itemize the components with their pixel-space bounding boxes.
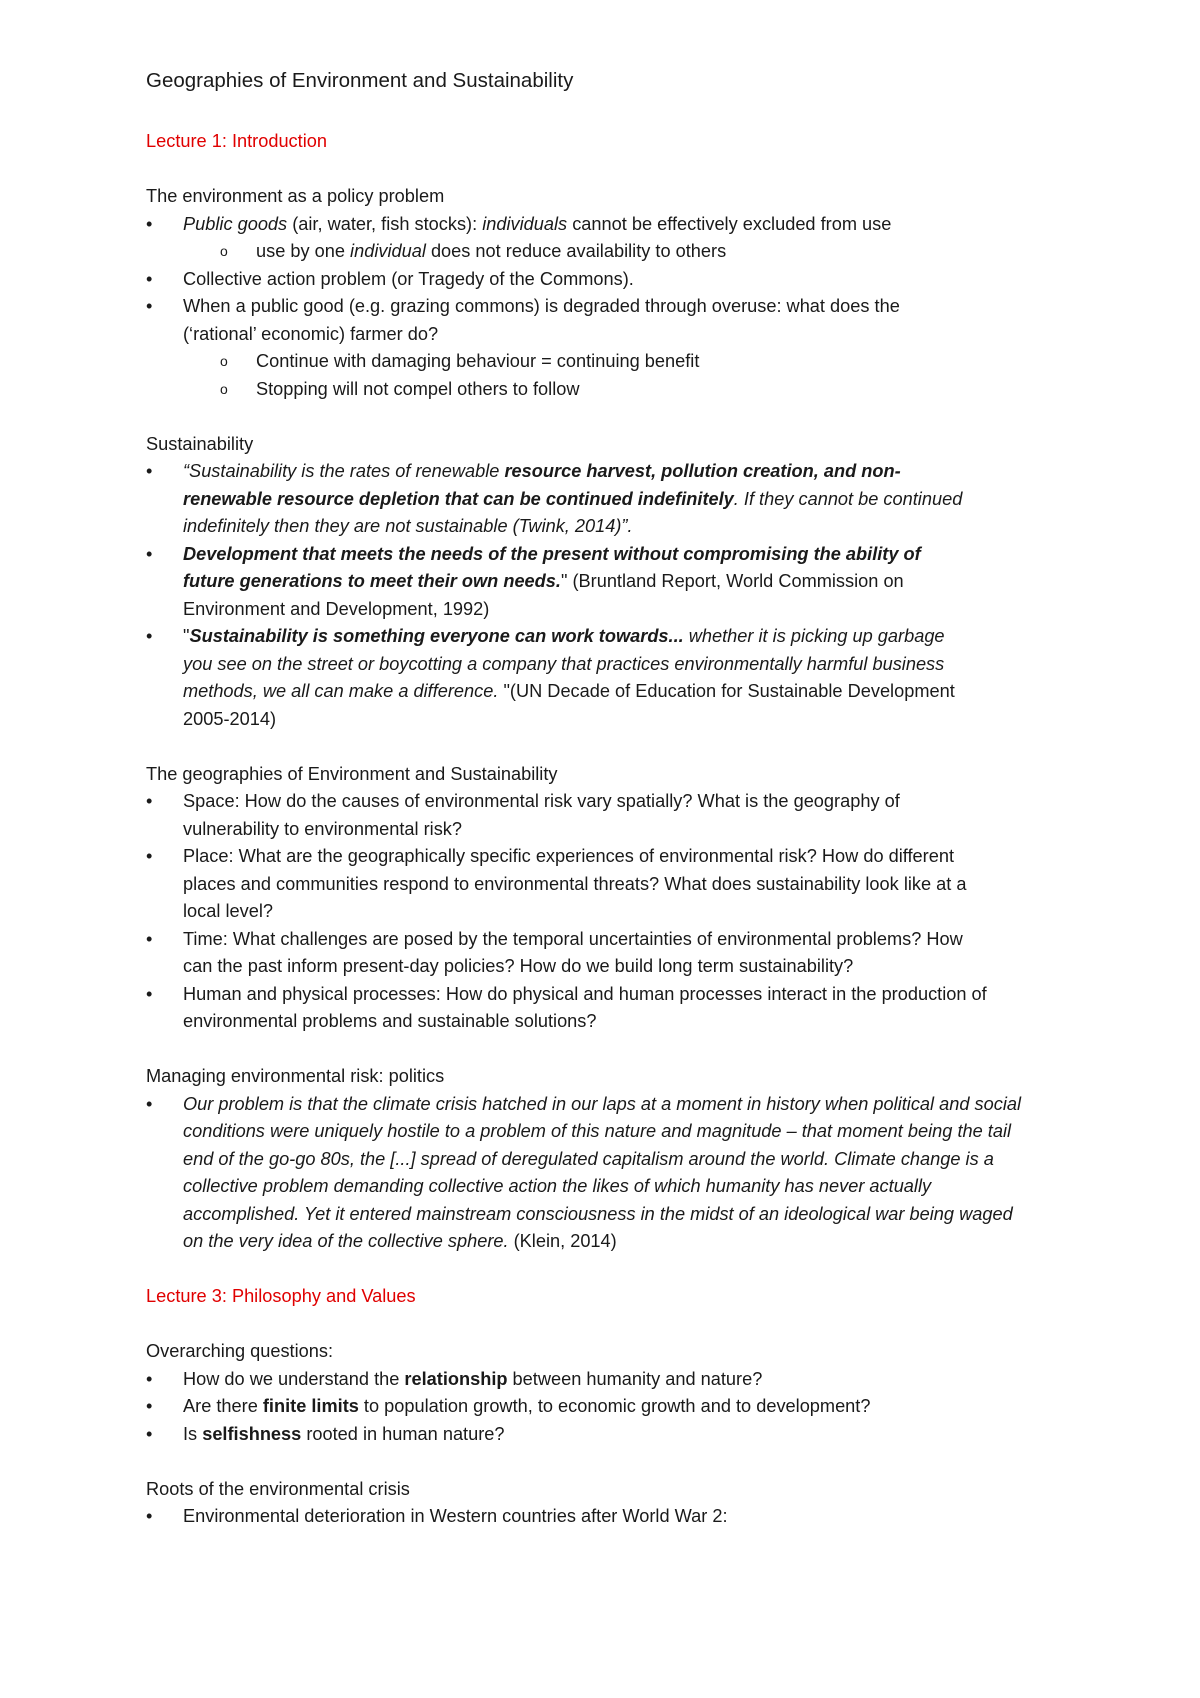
section-heading-policy: The environment as a policy problem bbox=[146, 186, 445, 206]
bullet-icon: • bbox=[146, 1396, 153, 1416]
list-item: • “Sustainability is the rates of renewable resource harvest, pollution creation, and non-renewable resource depletion that can be continued indefinitely. If they cannot be continued indefinitely then they are not sustainable (Twink, 2014)”. bbox=[146, 458, 963, 541]
bullet-icon: • bbox=[146, 928, 153, 949]
section-heading-politics: Managing environmental risk: politics bbox=[146, 1066, 445, 1086]
bullet-icon: • bbox=[146, 626, 153, 646]
lecture-1-heading: Lecture 1: Introduction bbox=[146, 131, 327, 151]
list-item: • Development that meets the needs of the present without compromising the ability of future generations to meet their own needs." (Bruntland Report, World Commission on Environment and Development, 1992) bbox=[146, 541, 973, 624]
bullet-icon: • bbox=[146, 1368, 153, 1389]
list-item: • When a public good (e.g. grazing commons) is degraded through overuse: what does the (‘rational’ economic) farmer do? bbox=[146, 293, 963, 348]
bullet-icon: • bbox=[146, 213, 153, 234]
list-item: • Time: What challenges are posed by the temporal uncertainties of environmental problems? How can the past inform present-day policies? How do we build long term sustainability? bbox=[146, 926, 993, 981]
sub-list-item: o Continue with damaging behaviour = continuing benefit bbox=[146, 348, 1066, 376]
list-item: • Is selfishness rooted in human nature? bbox=[146, 1421, 1066, 1449]
bullet-icon: • bbox=[146, 846, 153, 866]
list-item: • Our problem is that the climate crisis hatched in our laps at a moment in history when political and social conditions were uniquely hostile to a problem of this nature and magnitude – that moment being the tail end of the go-go 80s, the [...] spread of deregulated capitalism around the world. Climate change is a collective problem demanding collective action the likes of which humanity has never actually accomplished. Yet it entered mainstream consciousness in the midst of an ideological war being waged on the very idea of the collective sphere. (Klein, 2014) bbox=[146, 1091, 1023, 1256]
list-item: • "Sustainability is something everyone can work towards... whether it is picking up garbage you see on the street or boycotting a company that practices environmentally harmful business methods, we all can make a difference. "(UN Decade of Education for Sustainable Development 2005-2014) bbox=[146, 623, 973, 733]
list-item: • Are there finite limits to population growth, to economic growth and to development? bbox=[146, 1393, 1066, 1421]
sub-bullet-icon: o bbox=[220, 380, 228, 397]
list-item: • Human and physical processes: How do physical and human processes interact in the production of environmental problems and sustainable solutions? bbox=[146, 981, 1023, 1036]
section-heading-roots: Roots of the environmental crisis bbox=[146, 1478, 410, 1499]
bullet-icon: • bbox=[146, 461, 153, 481]
sub-list-item: o Stopping will not compel others to follow bbox=[146, 376, 1066, 404]
sub-bullet-icon: o bbox=[220, 243, 228, 259]
section-heading-sustainability: Sustainability bbox=[146, 433, 254, 454]
lecture-3-heading: Lecture 3: Philosophy and Values bbox=[146, 1286, 416, 1306]
list-item: • Environmental deterioration in Western countries after World War 2: bbox=[146, 1503, 1066, 1531]
document-page bbox=[146, 66, 1066, 1531]
bullet-icon: • bbox=[146, 983, 153, 1004]
section-heading-overarching: Overarching questions: bbox=[146, 1341, 334, 1361]
bullet-icon: • bbox=[146, 1423, 153, 1444]
section-heading-geographies: The geographies of Environment and Sustainability bbox=[146, 763, 558, 784]
list-item: • How do we understand the relationship between humanity and nature? bbox=[146, 1366, 1066, 1394]
bullet-icon: • bbox=[146, 268, 153, 289]
bullet-icon: • bbox=[146, 1506, 153, 1526]
list-item: • Public goods (air, water, fish stocks): individuals cannot be effectively excluded from use bbox=[146, 211, 1066, 239]
sub-list-item: o use by one individual does not reduce availability to others bbox=[146, 238, 1066, 266]
bullet-icon: • bbox=[146, 543, 153, 564]
bullet-icon: • bbox=[146, 791, 153, 811]
list-item: • Collective action problem (or Tragedy of the Commons). bbox=[146, 266, 1066, 294]
document-title: Geographies of Environment and Sustainability bbox=[146, 69, 574, 92]
list-item: • Space: How do the causes of environmental risk vary spatially? What is the geography of vulnerability to environmental risk? bbox=[146, 788, 963, 843]
bullet-icon: • bbox=[146, 296, 153, 316]
bullet-icon: • bbox=[146, 1093, 153, 1114]
sub-bullet-icon: o bbox=[220, 353, 228, 369]
list-item: • Place: What are the geographically specific experiences of environmental risk? How do different places and communities respond to environmental threats? What does sustainability look like at a local level? bbox=[146, 843, 983, 926]
